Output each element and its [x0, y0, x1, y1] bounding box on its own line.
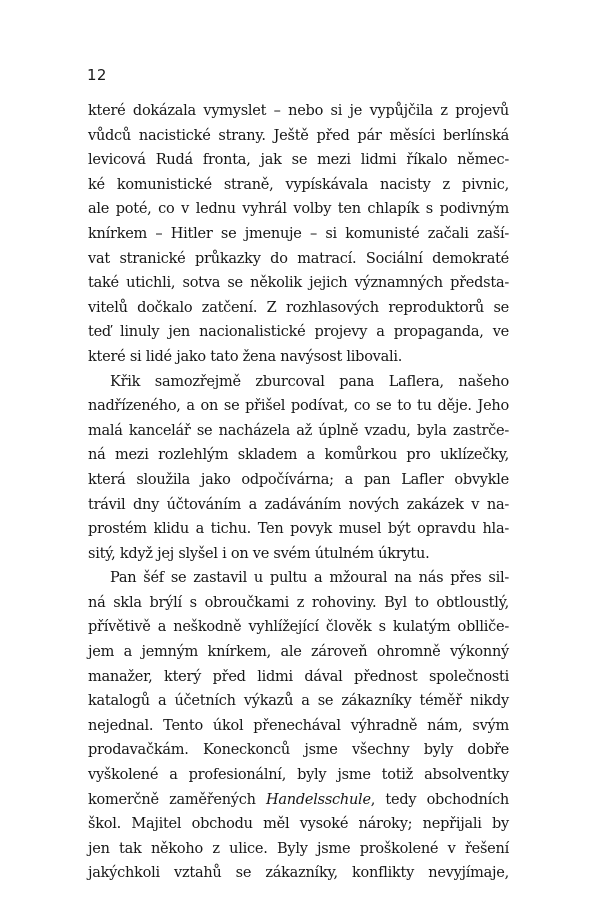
text-line: které dokázala vymyslet – nebo si je vypůjčila z projevů	[88, 103, 509, 119]
text-line: ké komunistické straně, vypískávala nacisty z pivnic,	[88, 176, 509, 193]
text-line: vyškolené a profesionální, byly jsme totiž absolventky	[88, 767, 509, 784]
text-line: Křik samozřejmě zburcoval pana Laflera, našeho	[110, 373, 509, 390]
text-line: trávil dny účtováním a zadáváním nových zakázek v na-	[88, 496, 509, 513]
text-line: Pan šéf se zastavil u pultu a mžoural na nás přes sil-	[110, 570, 509, 587]
text-line: přívětivě a neškodně vyhlížející člověk s kulatým oblliče-	[88, 619, 509, 636]
text-line: také utichli, sotva se několik jejich významných předsta-	[88, 275, 509, 292]
text-line: levicová Rudá fronta, jak se mezi lidmi říkalo němec-	[88, 152, 509, 169]
text-line: která sloužila jako odpočívárna; a pan Lafler obvykle	[88, 471, 509, 488]
page-number: 12	[87, 66, 107, 84]
text-line: vůdců nacistické strany. Ještě před pár měsíci berlínská	[88, 127, 509, 144]
text-line: nadřízeného, a on se přišel podívat, co se to tu děje. Jeho	[88, 398, 509, 415]
text-line: manažer, který před lidmi dával přednost společnosti	[88, 668, 509, 685]
text-line: komerčně zaměřených Handelsschule, tedy obchodních	[88, 791, 509, 808]
text-line: prostém klidu a tichu. Ten povyk musel být opravdu hla-	[88, 521, 509, 538]
text-line: katalogů a účetních výkazů a se zákazníky téměř nikdy	[88, 693, 509, 710]
text-line: jem a jemným knírkem, ale zároveň ohromně výkonný	[88, 644, 509, 661]
body-text	[88, 99, 509, 886]
text-line: ná skla brýlí s obroučkami z rohoviny. Byl to obtloustlý,	[88, 594, 509, 611]
text-line: teď linuly jen nacionalistické projevy a propaganda, ve	[88, 324, 509, 341]
text-line: malá kancelář se nacházela až úplně vzadu, byla zastrče-	[88, 422, 509, 439]
text-line: nejednal. Tento úkol přenechával výhradně nám, svým	[88, 717, 509, 734]
paragraph	[88, 370, 509, 567]
text-line: vitelů dočkalo zatčení. Z rozhlasových reproduktorů se	[88, 299, 509, 316]
paragraph	[88, 99, 509, 370]
text-line: jakýchkoli vztahů se zákazníky, konflikty nevyjímaje,	[88, 865, 509, 882]
text-line: ale poté, co v lednu vyhrál volby ten chlapík s podivným	[88, 201, 509, 218]
text-line: prodavačkám. Koneckonců jsme všechny byly dobře	[88, 742, 509, 759]
text-line: škol. Majitel obchodu měl vysoké nároky; nepřijali by	[88, 816, 509, 833]
paragraph	[88, 566, 509, 886]
text-line: které si lidé jako tato žena navýsost libovali.	[88, 348, 403, 365]
text-line: vat stranické průkazky do matrací. Sociální demokraté	[88, 250, 509, 267]
text-line: knírkem – Hitler se jmenuje – si komunisté začali zaší-	[88, 225, 509, 242]
text-line: ná mezi rozlehlým skladem a komůrkou pro uklízečky,	[88, 447, 509, 464]
text-line: sitý, když jej slyšel i on ve svém útulném úkrytu.	[88, 545, 430, 562]
text-line: jen tak někoho z ulice. Byly jsme proškolené v řešení	[88, 840, 509, 857]
